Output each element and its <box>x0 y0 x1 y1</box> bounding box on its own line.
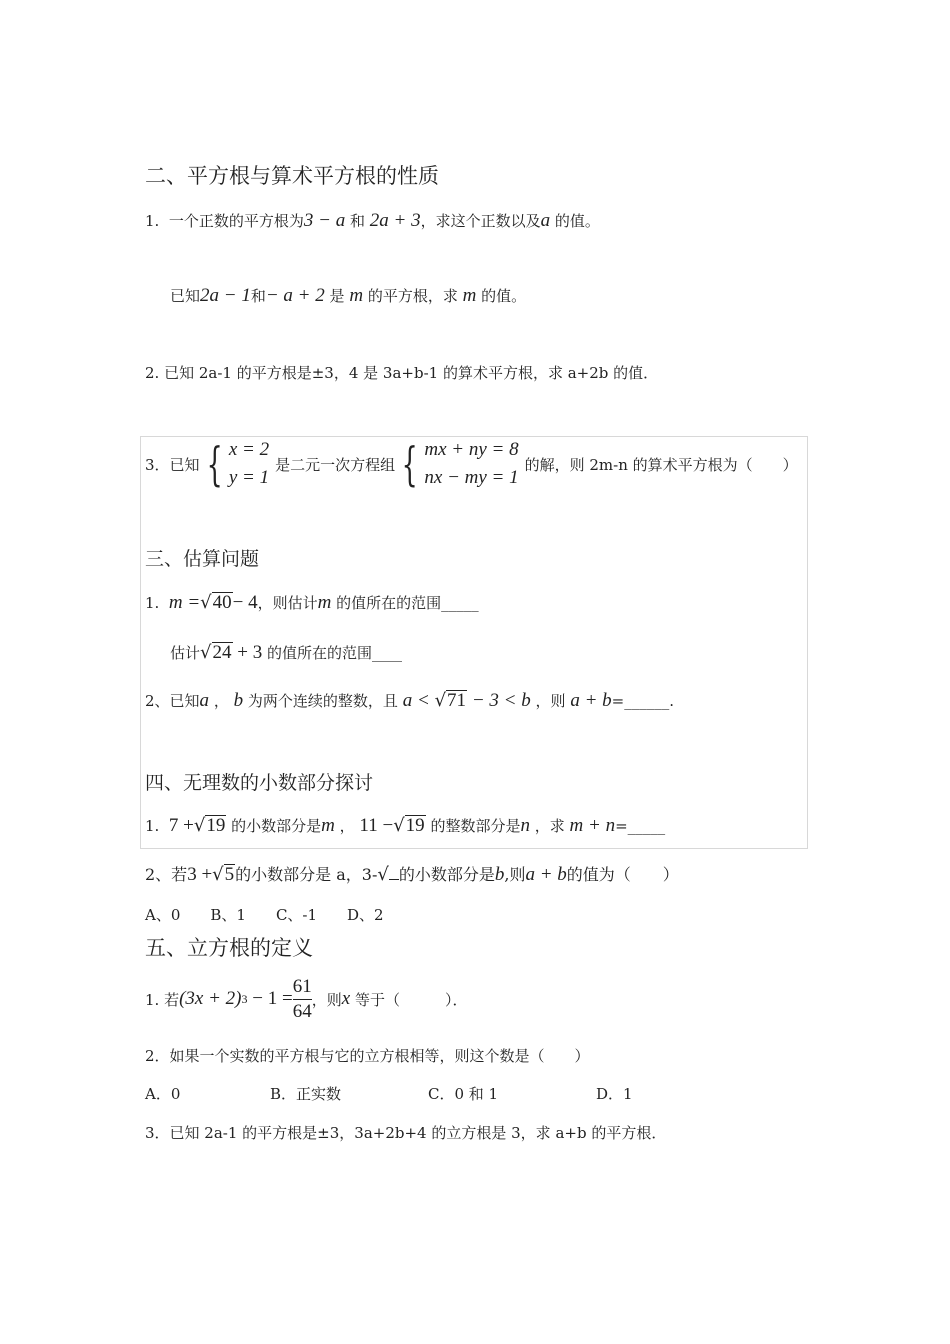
sqrt-icon: √ <box>212 864 224 885</box>
question-5-2: 2．如果一个实数的平方根与它的立方根相等，则这个数是（ ） <box>145 1047 590 1065</box>
question-5-2-option-b: B．正实数 <box>270 1085 342 1103</box>
sqrt-icon: √ <box>434 690 447 711</box>
question-3-1-variant: 估计√24 + 3 的值所在的范围____ <box>170 642 403 663</box>
question-4-1: 1. 7 +√19 的小数部分是m ， 11 −√19 的整数部分是n ，求 m + n=_____ <box>145 815 666 836</box>
question-4-2-options: A、0 B、1 C、-1 D、2 <box>145 906 384 924</box>
solution-system: x = 2 y = 1 <box>228 439 270 488</box>
sqrt-icon: √ <box>200 642 212 663</box>
sqrt-icon: √ <box>377 864 389 885</box>
question-3-1: 1. m =√40− 4，则估计m 的值所在的范围_____ <box>145 592 479 613</box>
sqrt-icon: √ <box>393 815 405 836</box>
equation-system: mx + ny = 8 nx − my = 1 <box>424 439 519 488</box>
left-brace: { <box>401 437 418 491</box>
question-5-3: 3．已知 2a-1 的平方根是±3，3a+2b+4 的立方根是 3，求 a+b 的平方根． <box>145 1124 667 1142</box>
section-heading-square-root-properties: 二、平方根与算术平方根的性质 <box>145 164 439 188</box>
question-3-2: 2、已知a ， b 为两个连续的整数，且 a < √71 − 3 < b ，则 a + b=______. <box>145 690 674 711</box>
question-5-2-option-a: A．0 <box>145 1085 181 1103</box>
question-2-3: 3．已知 { x = 2 y = 1 是二元一次方程组 { mx + ny = 8 nx − my = 1 的解，则 2m-n 的算术平方根为（ ） <box>145 437 798 491</box>
question-2-1: 1. 一个正数的平方根为3 − a 和 2a + 3，求这个正数以及a 的值。 <box>145 210 600 231</box>
question-2-2: 2. 已知 2a-1 的平方根是±3，4 是 3a+b-1 的算术平方根，求 a+2b 的值． <box>145 364 659 382</box>
section-heading-estimation: 三、估算问题 <box>145 548 260 570</box>
question-5-1: 1. 若 (3x + 2) 3 − 1 = $\frac{61}{64}$ ，则 x 等于（ ）． <box>145 975 468 1022</box>
sqrt-icon: √ <box>200 592 212 613</box>
fraction: $\frac{61}{64}$ <box>292 975 312 1022</box>
question-5-2-option-d: D．1 <box>596 1085 633 1103</box>
sqrt-icon: √ <box>193 815 206 836</box>
left-brace: { <box>206 437 223 491</box>
question-5-2-option-c: C．0 和 1 <box>428 1085 499 1103</box>
question-4-2: 2、若3 +√5的小数部分是 a，3-√ 的小数部分是b,则a + b的值为（ ） <box>145 864 679 885</box>
section-heading-decimal-part: 四、无理数的小数部分探讨 <box>145 772 374 794</box>
section-heading-cube-root: 五、立方根的定义 <box>145 936 313 960</box>
question-2-1-variant: 已知2a − 1和− a + 2 是 m 的平方根，求 m 的值。 <box>170 285 527 306</box>
